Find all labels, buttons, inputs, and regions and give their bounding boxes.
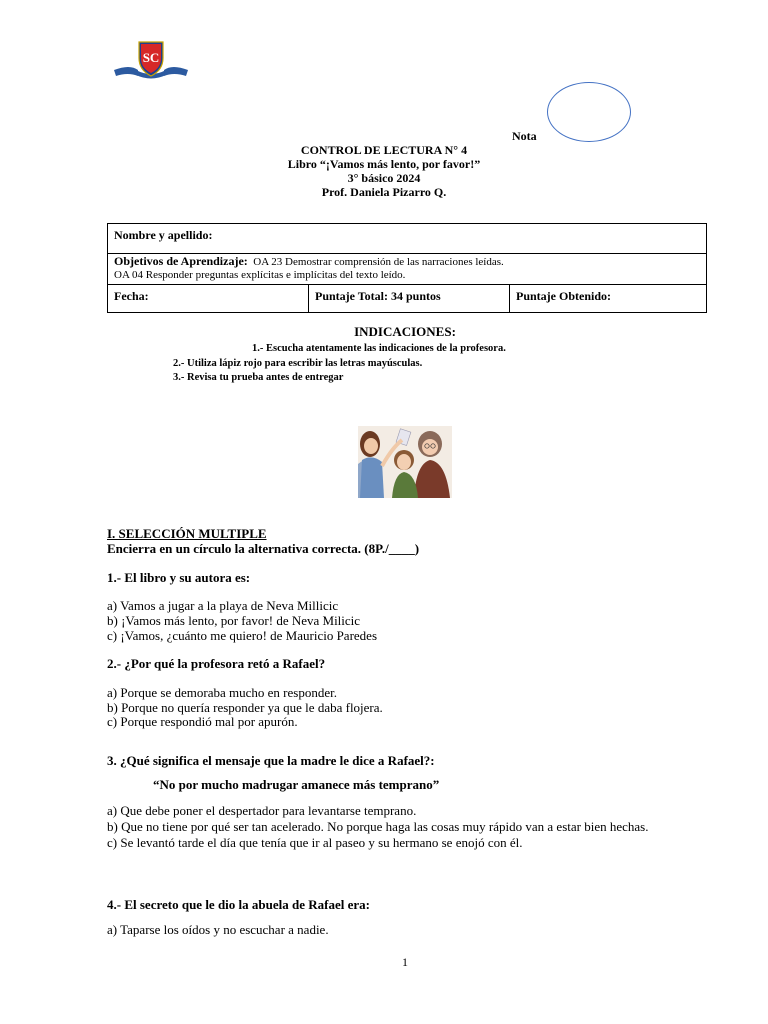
exam-title: CONTROL DE LECTURA N° 4 <box>300 143 468 157</box>
question-2-option-c[interactable]: c) Porque respondió mal por apurón. <box>107 714 298 729</box>
question-2-prompt: 2.- ¿Por qué la profesora retó a Rafael? <box>107 656 326 671</box>
title-block <box>0 143 768 199</box>
grade-label: Nota <box>512 129 537 143</box>
grade-year: 3° básico 2024 <box>347 171 421 185</box>
question-4-prompt: 4.- El secreto que le dio la abuela de Rafael era: <box>107 897 370 912</box>
question-3-option-b[interactable]: b) Que no tiene por qué ser tan acelerado. No porque haga las cosas muy rápido van a estar bien hechas. <box>107 819 649 834</box>
section-instructions: Encierra en un círculo la alternativa correcta. (8P./____) <box>107 541 420 556</box>
question-3-option-c[interactable]: c) Se levantó tarde el día que tenía que ir al paseo y su hermano se enojó con él. <box>107 835 523 850</box>
student-info-table <box>107 223 707 313</box>
name-label: Nombre y apellido: <box>114 228 213 242</box>
total-score-cell <box>309 285 510 313</box>
question-1-prompt: 1.- El libro y su autora es: <box>107 570 251 585</box>
teacher-name: Prof. Daniela Pizarro Q. <box>321 185 447 199</box>
objectives-label: Objetivos de Aprendizaje: <box>114 254 248 268</box>
objectives-cell <box>108 254 707 285</box>
instruction-1: 1.- Escucha atentamente las indicaciones de la profesora. <box>252 343 506 354</box>
question-2-option-b[interactable]: b) Porque no quería responder ya que le daba flojera. <box>107 700 383 715</box>
question-1-option-a[interactable]: a) Vamos a jugar a la playa de Neva Millicic <box>107 598 339 613</box>
logo-initials: SC <box>142 50 160 65</box>
objective-2: OA 04 Responder preguntas explícitas e implícitas del texto leído. <box>114 269 406 281</box>
question-1-option-b[interactable]: b) ¡Vamos más lento, por favor! de Neva Milicic <box>107 613 361 628</box>
instruction-3: 3.- Revisa tu prueba antes de entregar <box>173 372 344 383</box>
school-logo <box>110 40 192 82</box>
question-3-prompt: 3. ¿Qué significa el mensaje que la madre le dice a Rafael?: <box>107 753 435 768</box>
question-1-option-c[interactable]: c) ¡Vamos, ¿cuánto me quiero! de Mauricio Paredes <box>107 628 378 643</box>
question-3-option-a[interactable]: a) Que debe poner el despertador para levantarse temprano. <box>107 803 417 818</box>
grade-oval[interactable] <box>547 82 631 142</box>
book-illustration <box>358 426 452 498</box>
page-number: 1 <box>402 955 408 969</box>
question-2-option-a[interactable]: a) Porque se demoraba mucho en responder. <box>107 685 337 700</box>
name-field[interactable] <box>108 224 707 254</box>
date-field[interactable] <box>108 285 309 313</box>
question-3-quote: “No por mucho madrugar amanece más temprano” <box>153 777 440 792</box>
instruction-2: 2.- Utiliza lápiz rojo para escribir las letras mayúsculas. <box>173 358 423 369</box>
book-title: Libro “¡Vamos más lento, por favor!” <box>287 157 481 171</box>
question-4-option-a[interactable]: a) Taparse los oídos y no escuchar a nadie. <box>107 922 329 937</box>
total-score-label: Puntaje Total: 34 puntos <box>315 289 441 303</box>
date-label: Fecha: <box>114 289 149 303</box>
obtained-score-field[interactable] <box>510 285 707 313</box>
instructions-title: INDICACIONES: <box>354 324 456 339</box>
section-title: I. SELECCIÓN MULTIPLE <box>107 526 267 541</box>
obtained-score-label: Puntaje Obtenido: <box>516 289 612 303</box>
objective-1: OA 23 Demostrar comprensión de las narraciones leídas. <box>253 256 504 268</box>
